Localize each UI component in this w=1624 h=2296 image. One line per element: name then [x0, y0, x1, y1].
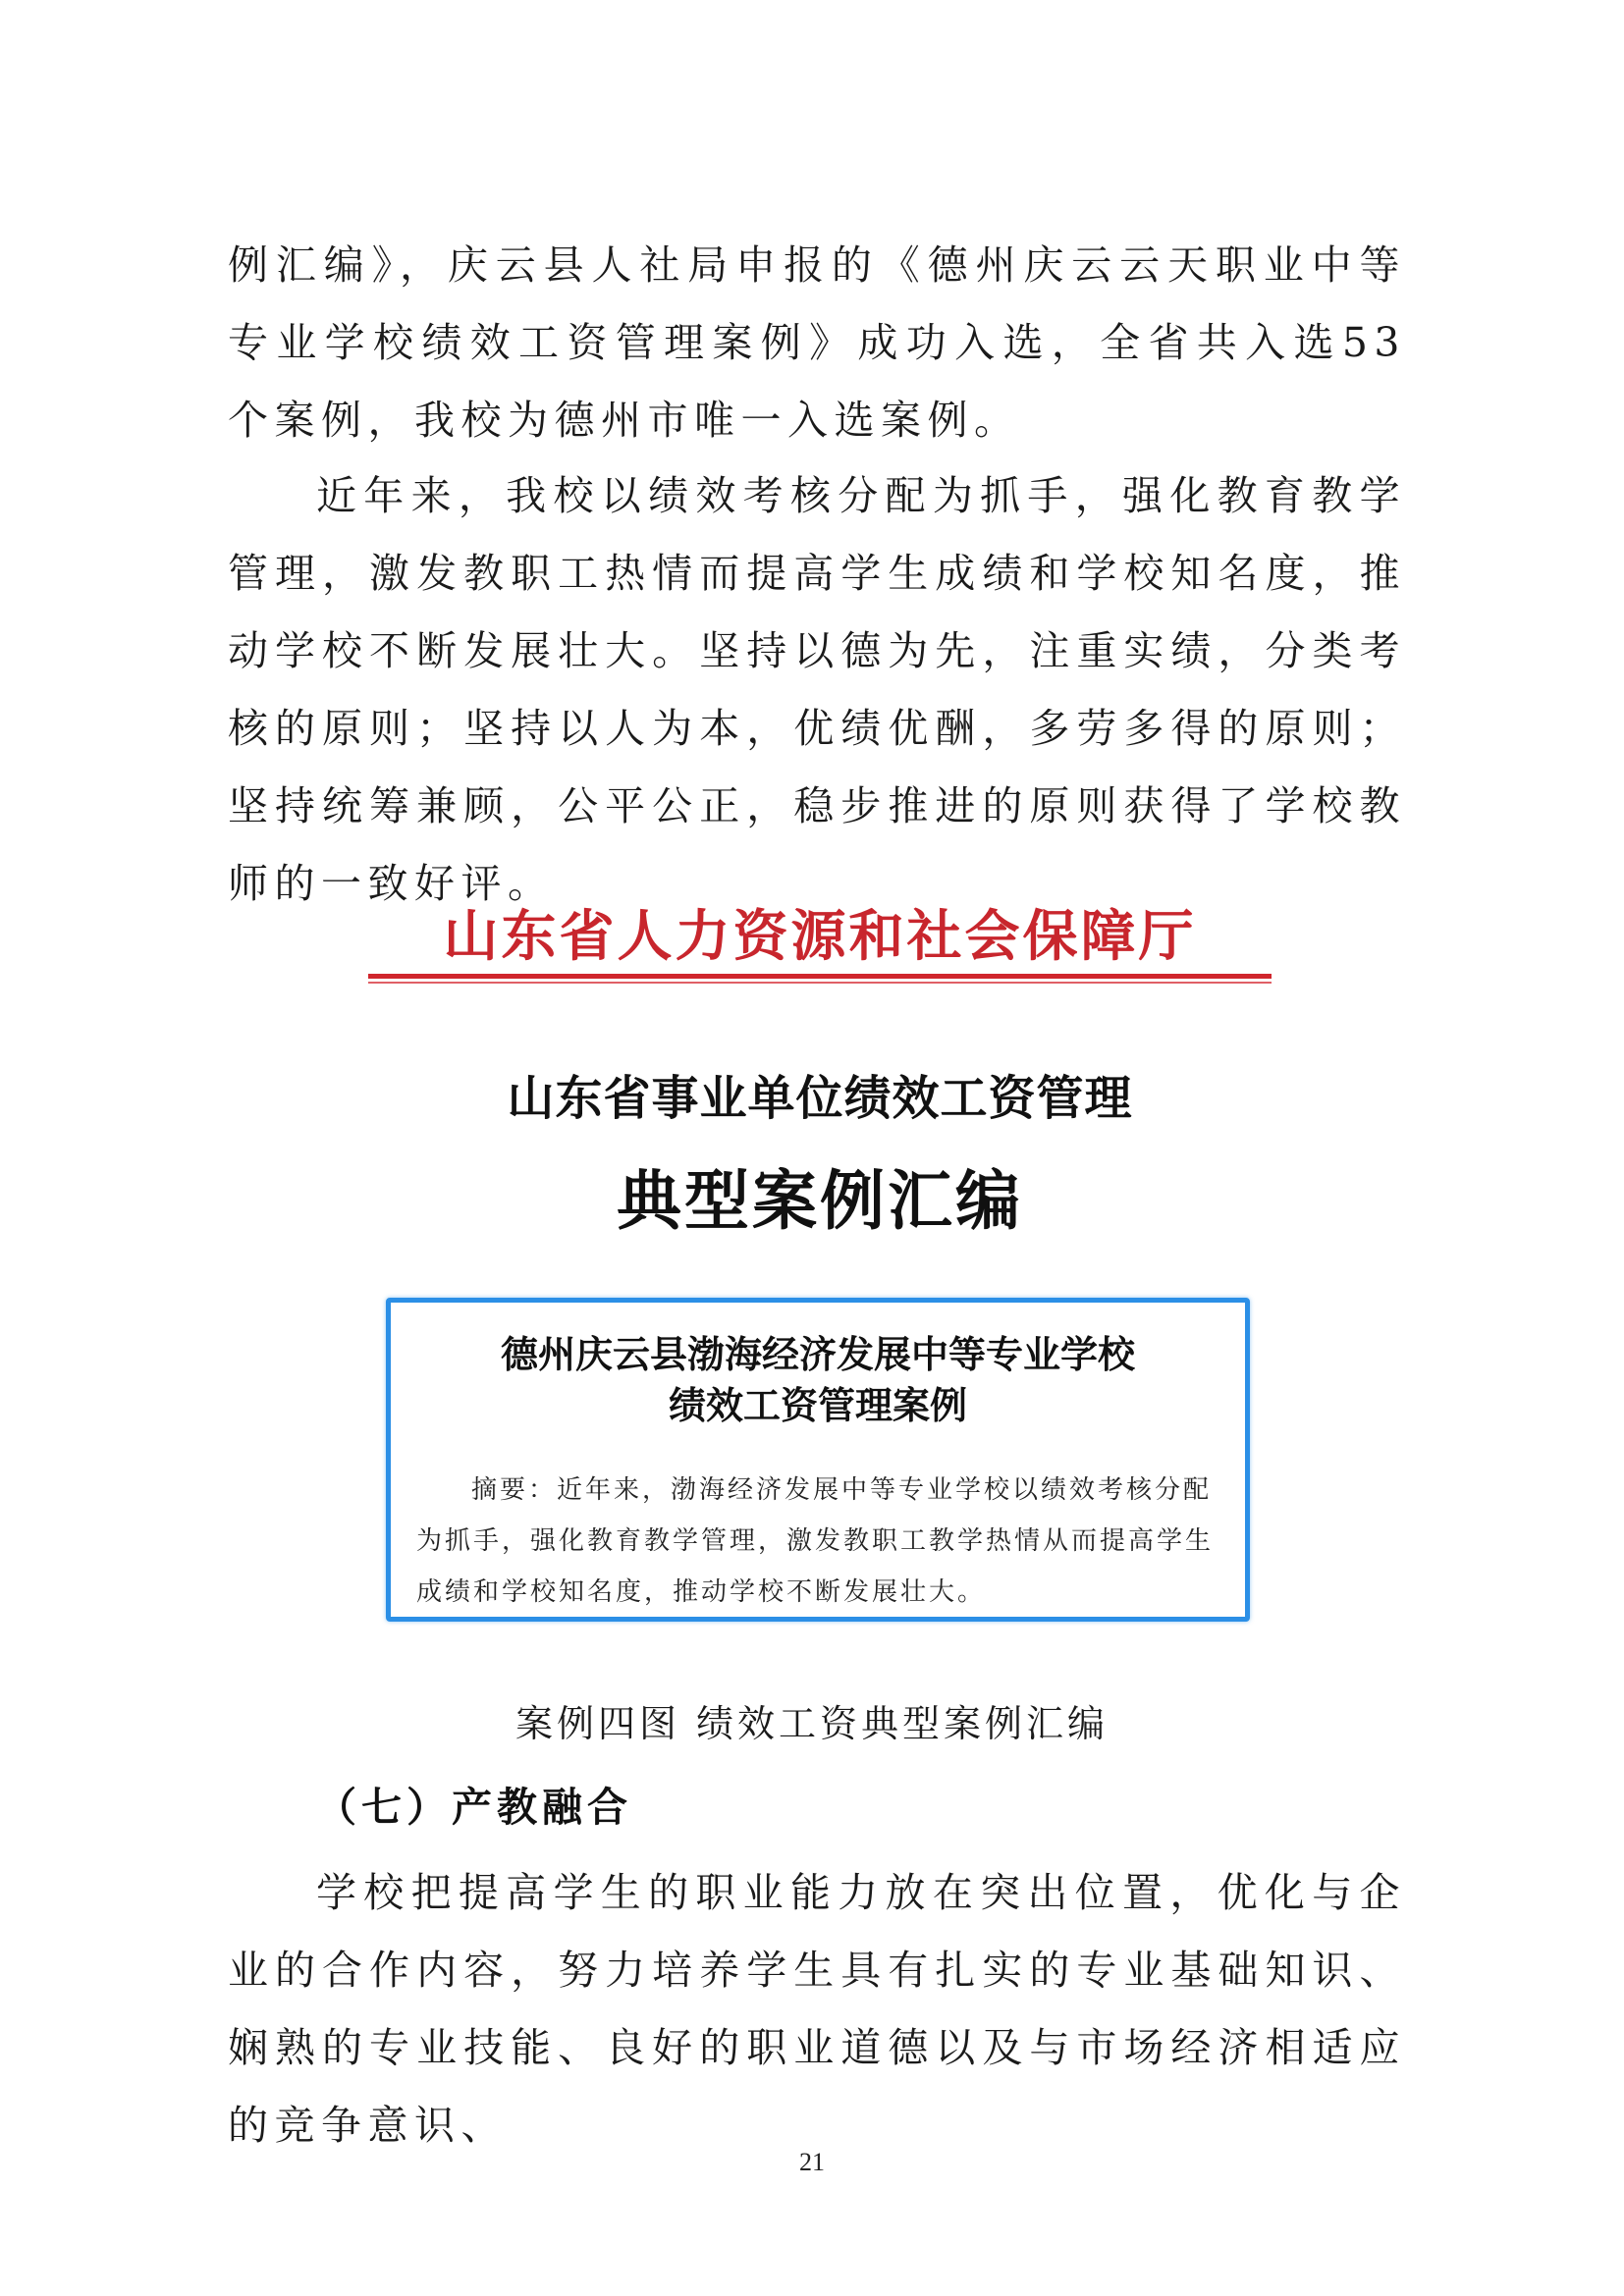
case-title-line2: 绩效工资管理案例 — [668, 1383, 967, 1427]
figure-title-line1: 山东省事业单位绩效工资管理 — [507, 1071, 1133, 1126]
agency-divider-thin — [368, 982, 1272, 984]
section-heading: （七）产教融合 — [316, 1784, 632, 1831]
paragraph-performance: 近年来，我校以绩效考核分配为抓手，强化教育教学管理，激发教职工热情而提高学生成绩和学校知名度，推动学校不断发展壮大。坚持以德为先，注重实绩，分类考核的原则；坚持以人为本，优绩优酬，多劳多得的原则；坚持统筹兼顾，公平公正，稳步推进的原则获得了学校教师的一致好评。 — [228, 472, 1406, 907]
figure-title-line2: 典型案例汇编 — [617, 1162, 1023, 1239]
paragraph-industry-education: 学校把提高学生的职业能力放在突出位置，优化与企业的合作内容，努力培养学生具有扎实的专业基础知识、娴熟的专业技能、良好的职业道德以及与市场经济相适应的竞争意识、 — [228, 1869, 1406, 2149]
case-box — [386, 1298, 1250, 1622]
paragraph-continuation: 例汇编》，庆云县人社局申报的《德州庆云云天职业中等专业学校绩效工资管理案例》成功入选，全省共入选53个案例，我校为德州市唯一入选案例。 — [228, 241, 1406, 444]
figure-caption: 案例四图 绩效工资典型案例汇编 — [514, 1702, 1110, 1745]
agency-divider — [368, 974, 1272, 979]
page-number: 21 — [799, 2148, 825, 2176]
case-abstract: 摘要：近年来，渤海经济发展中等专业学校以绩效考核分配为抓手，强化教育教学管理，激发教职工教学热情从而提高学生成绩和学校知名度，推动学校不断发展壮大。 — [416, 1475, 1215, 1607]
agency-header: 山东省人力资源和社会保障厅 — [443, 905, 1197, 969]
case-figure — [368, 874, 1272, 1644]
case-title-line1: 德州庆云县渤海经济发展中等专业学校 — [500, 1332, 1135, 1376]
